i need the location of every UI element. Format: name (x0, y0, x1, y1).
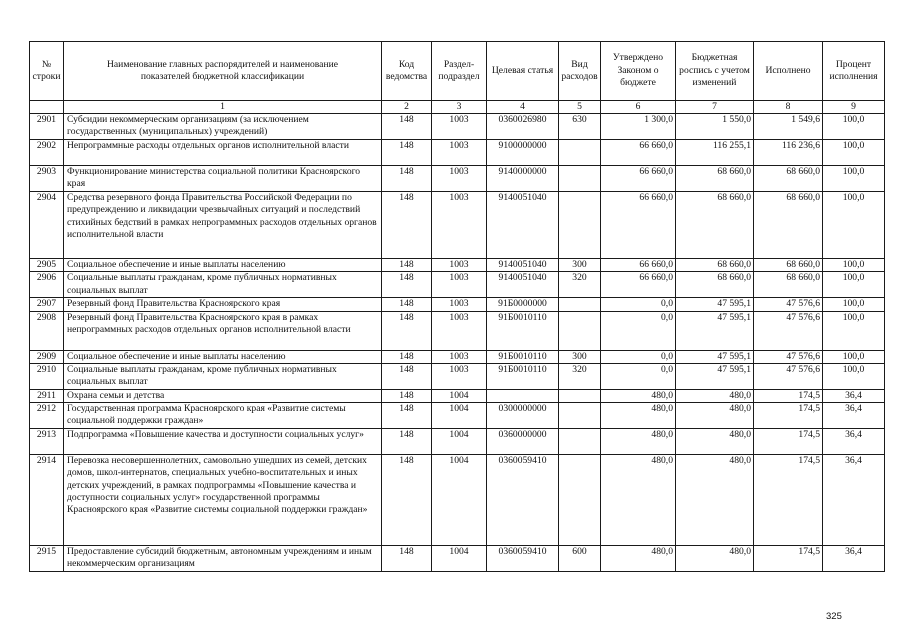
row-expense-type (559, 311, 601, 350)
table-row (30, 350, 885, 363)
row-percent: 100,0 (823, 140, 885, 166)
row-section: 1003 (432, 298, 487, 311)
table-row (30, 363, 885, 389)
header-percent: Процент исполнения (823, 42, 885, 101)
row-dept-code: 148 (382, 455, 432, 546)
row-budget-list: 116 255,1 (676, 140, 754, 166)
table-row (30, 114, 885, 140)
column-number (30, 101, 64, 114)
row-name: Социальное обеспечение и иные выплаты населению (64, 350, 382, 363)
row-expense-type (559, 140, 601, 166)
row-dept-code: 148 (382, 166, 432, 192)
row-executed: 174,5 (754, 429, 823, 455)
row-target-item: 9140051040 (487, 272, 559, 298)
row-executed: 68 660,0 (754, 166, 823, 192)
row-dept-code: 148 (382, 140, 432, 166)
row-name: Средства резервного фонда Правительства Российской Федерации по предупреждению и ликвидации чрезвычайных ситуаций и последствий стихийных бедствий в рамках непрограммных расходов отдельных органов исполнительной власти (64, 192, 382, 259)
header-section: Раздел-подраздел (432, 42, 487, 101)
row-executed: 47 576,6 (754, 363, 823, 389)
row-budget-list: 47 595,1 (676, 363, 754, 389)
table-row (30, 192, 885, 259)
column-number: 9 (823, 101, 885, 114)
row-expense-type: 300 (559, 259, 601, 272)
row-number: 2907 (30, 298, 64, 311)
row-name: Перевозка несовершеннолетних, самовольно ушедших из семей, детских домов, школ-интернатов, специальных учебно-воспитательных и иных детских учреждений, в рамках подпрограммы «Повышение качества и доступности социальных услуг» государственной программы Красноярского края «Развитие системы социальной поддержки граждан» (64, 455, 382, 546)
row-executed: 174,5 (754, 403, 823, 429)
row-dept-code: 148 (382, 192, 432, 259)
row-number: 2908 (30, 311, 64, 350)
row-target-item: 9140051040 (487, 192, 559, 259)
row-budget-list: 68 660,0 (676, 166, 754, 192)
row-expense-type: 630 (559, 114, 601, 140)
row-target-item: 9140051040 (487, 259, 559, 272)
row-approved: 480,0 (601, 546, 676, 572)
row-name: Резервный фонд Правительства Красноярского края (64, 298, 382, 311)
table-row (30, 298, 885, 311)
row-approved: 66 660,0 (601, 259, 676, 272)
table-row (30, 389, 885, 402)
header-approved: Утверждено Законом о бюджете (601, 42, 676, 101)
row-name: Резервный фонд Правительства Красноярского края в рамках непрограммных расходов отдельных органов исполнительной власти (64, 311, 382, 350)
row-expense-type: 600 (559, 546, 601, 572)
row-section: 1003 (432, 114, 487, 140)
column-number: 8 (754, 101, 823, 114)
row-name: Непрограммные расходы отдельных органов исполнительной власти (64, 140, 382, 166)
row-dept-code: 148 (382, 403, 432, 429)
row-expense-type (559, 298, 601, 311)
row-percent: 100,0 (823, 298, 885, 311)
row-expense-type (559, 389, 601, 402)
row-number: 2901 (30, 114, 64, 140)
row-target-item: 9140000000 (487, 166, 559, 192)
row-percent: 100,0 (823, 259, 885, 272)
row-approved: 0,0 (601, 363, 676, 389)
row-expense-type (559, 166, 601, 192)
row-budget-list: 68 660,0 (676, 259, 754, 272)
row-approved: 480,0 (601, 403, 676, 429)
row-percent: 100,0 (823, 350, 885, 363)
row-section: 1003 (432, 311, 487, 350)
row-percent: 36,4 (823, 389, 885, 402)
budget-table-sheet (29, 41, 885, 572)
row-expense-type: 320 (559, 272, 601, 298)
row-number: 2914 (30, 455, 64, 546)
column-number: 7 (676, 101, 754, 114)
header-row-no: № строки (30, 42, 64, 101)
row-number: 2909 (30, 350, 64, 363)
row-executed: 174,5 (754, 546, 823, 572)
row-name: Государственная программа Красноярского края «Развитие системы социальной поддержки граждан» (64, 403, 382, 429)
row-approved: 0,0 (601, 298, 676, 311)
table-row (30, 272, 885, 298)
table-row (30, 455, 885, 546)
row-executed: 68 660,0 (754, 192, 823, 259)
column-number-row (30, 101, 885, 114)
row-target-item: 0300000000 (487, 403, 559, 429)
column-number: 2 (382, 101, 432, 114)
row-percent: 100,0 (823, 192, 885, 259)
table-row (30, 140, 885, 166)
row-dept-code: 148 (382, 350, 432, 363)
row-approved: 66 660,0 (601, 140, 676, 166)
row-executed: 47 576,6 (754, 311, 823, 350)
row-dept-code: 148 (382, 259, 432, 272)
row-name: Социальное обеспечение и иные выплаты населению (64, 259, 382, 272)
table-row (30, 259, 885, 272)
row-target-item: 0360059410 (487, 455, 559, 546)
column-number: 6 (601, 101, 676, 114)
row-section: 1004 (432, 403, 487, 429)
row-name: Социальные выплаты гражданам, кроме публичных нормативных социальных выплат (64, 363, 382, 389)
row-approved: 66 660,0 (601, 166, 676, 192)
row-target-item: 91Б0000000 (487, 298, 559, 311)
row-number: 2915 (30, 546, 64, 572)
row-approved: 0,0 (601, 311, 676, 350)
row-expense-type (559, 455, 601, 546)
row-name: Предоставление субсидий бюджетным, автономным учреждениям и иным некоммерческим организациям (64, 546, 382, 572)
row-dept-code: 148 (382, 363, 432, 389)
row-budget-list: 480,0 (676, 455, 754, 546)
row-percent: 36,4 (823, 429, 885, 455)
row-target-item: 91Б0010110 (487, 311, 559, 350)
row-dept-code: 148 (382, 389, 432, 402)
row-percent: 36,4 (823, 455, 885, 546)
row-name: Социальные выплаты гражданам, кроме публичных нормативных социальных выплат (64, 272, 382, 298)
row-section: 1003 (432, 350, 487, 363)
row-budget-list: 480,0 (676, 403, 754, 429)
row-expense-type (559, 429, 601, 455)
row-executed: 116 236,6 (754, 140, 823, 166)
row-percent: 100,0 (823, 272, 885, 298)
row-number: 2904 (30, 192, 64, 259)
row-percent: 36,4 (823, 403, 885, 429)
row-section: 1003 (432, 140, 487, 166)
row-number: 2913 (30, 429, 64, 455)
row-expense-type (559, 403, 601, 429)
row-number: 2903 (30, 166, 64, 192)
row-section: 1004 (432, 389, 487, 402)
row-budget-list: 47 595,1 (676, 311, 754, 350)
row-expense-type: 300 (559, 350, 601, 363)
row-approved: 480,0 (601, 455, 676, 546)
row-budget-list: 1 550,0 (676, 114, 754, 140)
budget-execution-table (29, 41, 885, 572)
header-budget-list: Бюджетная роспись с учетом изменений (676, 42, 754, 101)
header-row (30, 42, 885, 101)
row-name: Охрана семьи и детства (64, 389, 382, 402)
header-executed: Исполнено (754, 42, 823, 101)
row-number: 2911 (30, 389, 64, 402)
row-expense-type: 320 (559, 363, 601, 389)
row-executed: 68 660,0 (754, 259, 823, 272)
row-approved: 0,0 (601, 350, 676, 363)
row-budget-list: 68 660,0 (676, 272, 754, 298)
header-expense-type: Вид расходов (559, 42, 601, 101)
row-approved: 66 660,0 (601, 192, 676, 259)
row-name: Подпрограмма «Повышение качества и доступности социальных услуг» (64, 429, 382, 455)
row-number: 2902 (30, 140, 64, 166)
row-target-item (487, 389, 559, 402)
row-executed: 47 576,6 (754, 298, 823, 311)
row-dept-code: 148 (382, 114, 432, 140)
row-dept-code: 148 (382, 272, 432, 298)
row-executed: 1 549,6 (754, 114, 823, 140)
column-number: 1 (64, 101, 382, 114)
row-section: 1003 (432, 272, 487, 298)
row-executed: 68 660,0 (754, 272, 823, 298)
row-expense-type (559, 192, 601, 259)
row-dept-code: 148 (382, 429, 432, 455)
row-section: 1003 (432, 363, 487, 389)
row-executed: 174,5 (754, 455, 823, 546)
table-row (30, 403, 885, 429)
row-approved: 480,0 (601, 429, 676, 455)
row-dept-code: 148 (382, 546, 432, 572)
table-row (30, 166, 885, 192)
row-percent: 100,0 (823, 166, 885, 192)
row-budget-list: 480,0 (676, 429, 754, 455)
row-name: Субсидии некоммерческим организациям (за исключением государственных (муниципальных) учреждений) (64, 114, 382, 140)
row-section: 1003 (432, 192, 487, 259)
row-section: 1003 (432, 166, 487, 192)
row-budget-list: 47 595,1 (676, 350, 754, 363)
table-row (30, 311, 885, 350)
row-budget-list: 68 660,0 (676, 192, 754, 259)
header-dept-code: Код ведомства (382, 42, 432, 101)
row-section: 1004 (432, 455, 487, 546)
header-name: Наименование главных распорядителей и наименование показателей бюджетной классификации (64, 42, 382, 101)
page-number: 325 (826, 611, 842, 622)
column-number: 4 (487, 101, 559, 114)
row-target-item: 0360000000 (487, 429, 559, 455)
row-number: 2906 (30, 272, 64, 298)
row-section: 1004 (432, 546, 487, 572)
row-section: 1004 (432, 429, 487, 455)
row-approved: 480,0 (601, 389, 676, 402)
row-target-item: 9100000000 (487, 140, 559, 166)
row-executed: 47 576,6 (754, 350, 823, 363)
row-dept-code: 148 (382, 311, 432, 350)
row-percent: 100,0 (823, 363, 885, 389)
row-budget-list: 480,0 (676, 546, 754, 572)
column-number: 5 (559, 101, 601, 114)
row-executed: 174,5 (754, 389, 823, 402)
row-budget-list: 47 595,1 (676, 298, 754, 311)
row-section: 1003 (432, 259, 487, 272)
row-target-item: 91Б0010110 (487, 350, 559, 363)
row-dept-code: 148 (382, 298, 432, 311)
row-budget-list: 480,0 (676, 389, 754, 402)
row-target-item: 91Б0010110 (487, 363, 559, 389)
row-percent: 36,4 (823, 546, 885, 572)
row-approved: 1 300,0 (601, 114, 676, 140)
column-number: 3 (432, 101, 487, 114)
table-row (30, 546, 885, 572)
row-target-item: 0360059410 (487, 546, 559, 572)
row-target-item: 0360026980 (487, 114, 559, 140)
row-number: 2910 (30, 363, 64, 389)
row-number: 2912 (30, 403, 64, 429)
row-percent: 100,0 (823, 311, 885, 350)
header-target-item: Целевая статья (487, 42, 559, 101)
table-row (30, 429, 885, 455)
row-number: 2905 (30, 259, 64, 272)
row-percent: 100,0 (823, 114, 885, 140)
row-name: Функционирование министерства социальной политики Красноярского края (64, 166, 382, 192)
row-approved: 66 660,0 (601, 272, 676, 298)
